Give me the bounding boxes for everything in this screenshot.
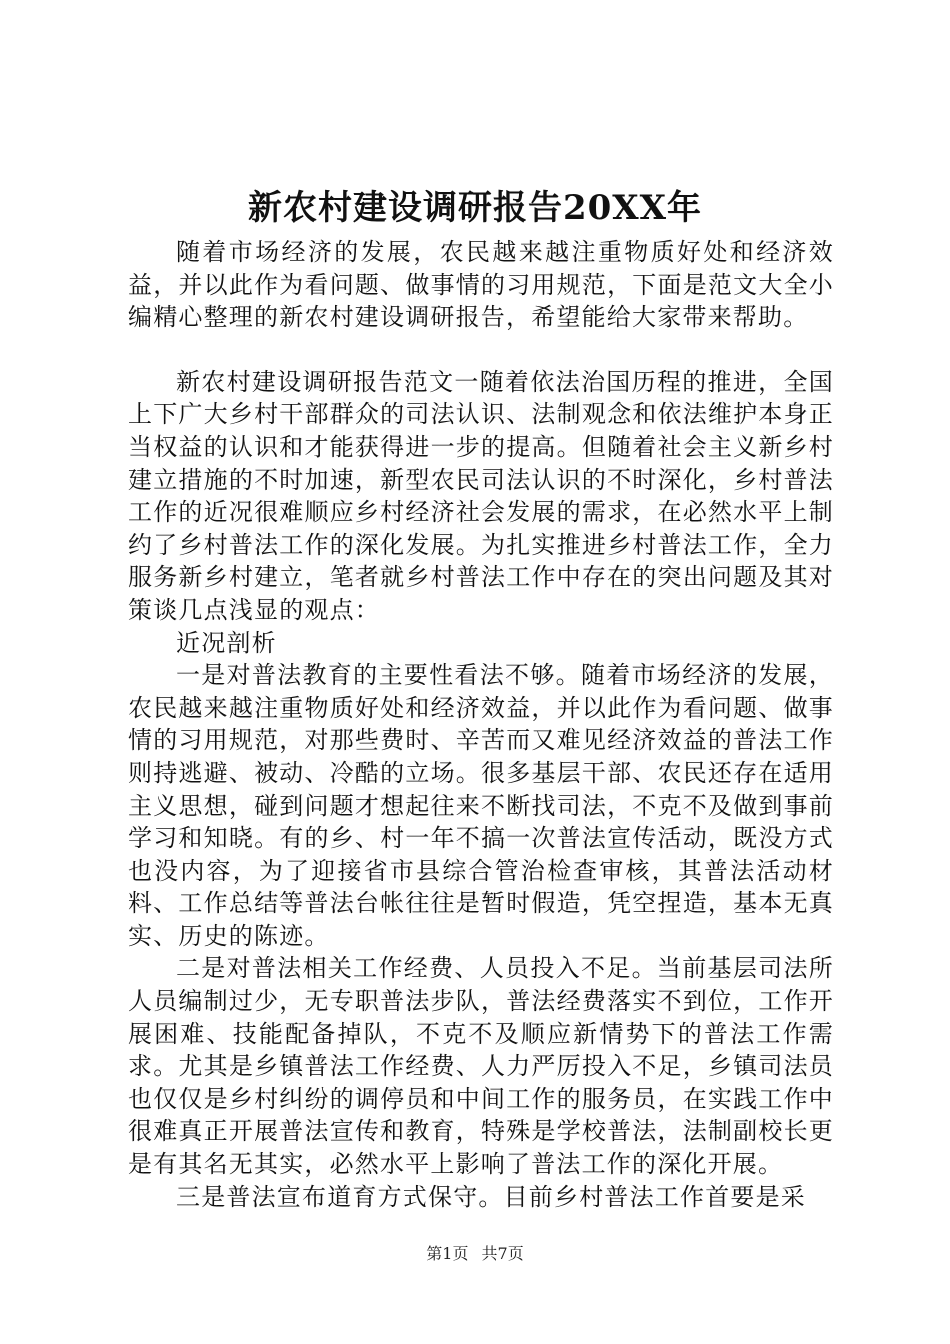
- page-total: 共7页: [481, 1244, 524, 1263]
- paragraph-gap: [128, 334, 834, 366]
- paragraph-section-one: 新农村建设调研报告范文一随着依法治国历程的推进，全国上下广大乡村干部群众的司法认识、法制观念和依法维护本身正当权益的认识和才能获得进一步的提高。但随着社会主义新乡村建立措施的不时加速，新型农民司法认识的不时深化，乡村普法工作的近况很难顺应乡村经济社会发展的需求，在必然水平上制约了乡村普法工作的深化发展。为扎实推进乡村普法工作，全力服务新乡村建立，笔者就乡村普法工作中存在的突出问题及其对策谈几点浅显的观点：: [128, 367, 834, 624]
- page-number: 第1页: [426, 1244, 469, 1263]
- paragraph-point-three: 三是普法宣布道育方式保守。目前乡村普法工作首要是采: [176, 1182, 806, 1211]
- intro-paragraph: 随着市场经济的发展，农民越来越注重物质好处和经济效益，并以此作为看问题、做事情的习用规范，下面是范文大全小编精心整理的新农村建设调研报告，希望能给大家带来帮助。: [128, 238, 834, 332]
- section-heading-status: 近况剖析: [176, 628, 277, 657]
- paragraph-point-one: 一是对普法教育的主要性看法不够。随着市场经济的发展，农民越来越注重物质好处和经济效益，并以此作为看问题、做事情的习用规范，对那些费时、辛苦而又难见经济效益的普法工作则持逃避、被动、冷酷的立场。很多基层干部、农民还存在适用主义思想，碰到问题才想起往来不断找司法，不克不及做到事前学习和知晓。有的乡、村一年不搞一次普法宣传活动，既没方式也没内容，为了迎接省市县综合管治检查审核，其普法活动材料、工作总结等普法台帐往往是暂时假造，凭空捏造，基本无真实、历史的陈迹。: [128, 661, 834, 950]
- page-footer: [0, 1244, 950, 1264]
- document-title: 新农村建设调研报告20XX年: [247, 188, 703, 228]
- paragraph-point-two: 二是对普法相关工作经费、人员投入不足。当前基层司法所人员编制过少，无专职普法步队，普法经费落实不到位，工作开展困难、技能配备掉队，不克不及顺应新情势下的普法工作需求。尤其是乡镇普法工作经费、人力严厉投入不足，乡镇司法员也仅仅是乡村纠纷的调停员和中间工作的服务员，在实践工作中很难真正开展普法宣传和教育，特殊是学校普法，法制副校长更是有其名无其实，必然水平上影响了普法工作的深化开展。: [128, 954, 834, 1179]
- document-body: [128, 236, 834, 1213]
